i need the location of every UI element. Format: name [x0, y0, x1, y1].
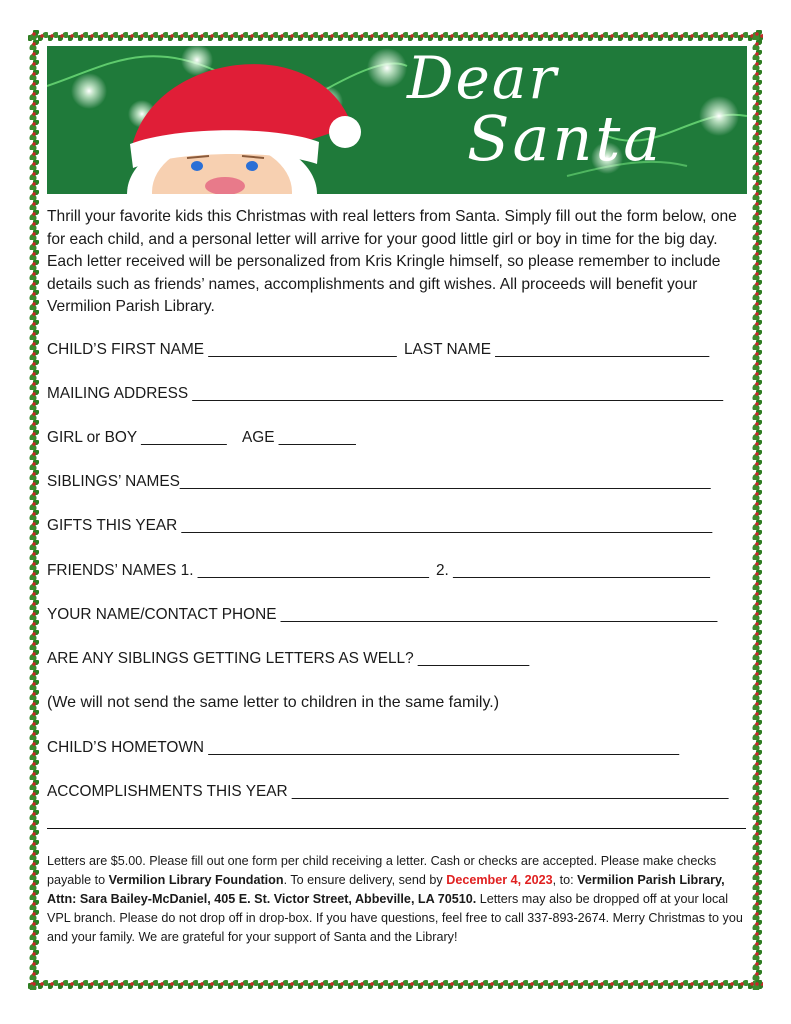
section-divider: [47, 828, 746, 829]
contact-phone-field[interactable]: YOUR NAME/CONTACT PHONE ___________________________________________________: [47, 606, 718, 623]
last-name-field[interactable]: LAST NAME _________________________: [404, 341, 710, 358]
dear-santa-banner: [47, 46, 747, 194]
child-first-name-field[interactable]: CHILD’S FIRST NAME ______________________: [47, 341, 397, 358]
mailing-address-field[interactable]: MAILING ADDRESS ______________________________________________________________: [47, 385, 724, 402]
footer-text-4: Letters may also be dropped off at your local VPL branch. Please do not drop off in drop-box. If you have questions, feel free to call 337-893-2674. Merry Christmas to you and your family. We are grateful for your support of Santa and the Library!: [47, 892, 743, 944]
siblings-letters-field[interactable]: ARE ANY SIBLINGS GETTING LETTERS AS WELL? _____________: [47, 650, 530, 667]
child-hometown-field[interactable]: CHILD’S HOMETOWN _______________________________________________________: [47, 739, 680, 756]
friends-name-1-field[interactable]: FRIENDS’ NAMES 1. ___________________________: [47, 562, 429, 579]
friends-name-2-field[interactable]: 2. ______________________________: [436, 562, 710, 579]
siblings-names-field[interactable]: SIBLINGS’ NAMES______________________________________________________________: [47, 473, 711, 490]
gifts-this-year-field[interactable]: GIFTS THIS YEAR ______________________________________________________________: [47, 517, 713, 534]
footer-text-3: , to:: [552, 873, 578, 887]
intro-paragraph: Thrill your favorite kids this Christmas with real letters from Santa. Simply fill out the form below, one for each child, and a personal letter will arrive for your good little girl or boy in time for the big day. Each letter received will be personalized from Kris Kringle himself, so please remember to include details such as friends’ names, accomplishments and gift wishes. All proceeds will benefit your Vermilion Parish Library.: [47, 208, 737, 316]
footer-instructions: [47, 852, 747, 947]
holly-border-bottom: [28, 978, 763, 990]
footer-text-1: Letters are $5.00. Please fill out one form per child receiving a letter. Cash or checks are accepted. Please make checks payable to: [47, 854, 717, 887]
holly-border-right: [751, 30, 763, 990]
accomplishments-field[interactable]: ACCOMPLISHMENTS THIS YEAR ___________________________________________________: [47, 783, 729, 800]
footer-text-2: . To ensure delivery, send by: [283, 873, 447, 887]
same-family-note: (We will not send the same letter to children in the same family.): [47, 694, 500, 711]
banner-title-line2: Santa: [467, 102, 664, 175]
holly-border-left: [28, 30, 40, 990]
age-field[interactable]: AGE _________: [242, 429, 356, 446]
foundation-name: Vermilion Library Foundation: [108, 873, 284, 887]
banner-title-line1: Dear: [407, 46, 559, 112]
deadline-date: December 4, 2023: [446, 873, 553, 887]
santa-icon: [127, 64, 361, 194]
mailing-address-info: Vermilion Parish Library, Attn: Sara Bailey-McDaniel, 405 E. St. Victor Street, Abbeville, LA 70510.: [47, 873, 725, 906]
holly-border-top: [28, 30, 763, 42]
girl-or-boy-field[interactable]: GIRL or BOY __________: [47, 429, 227, 446]
